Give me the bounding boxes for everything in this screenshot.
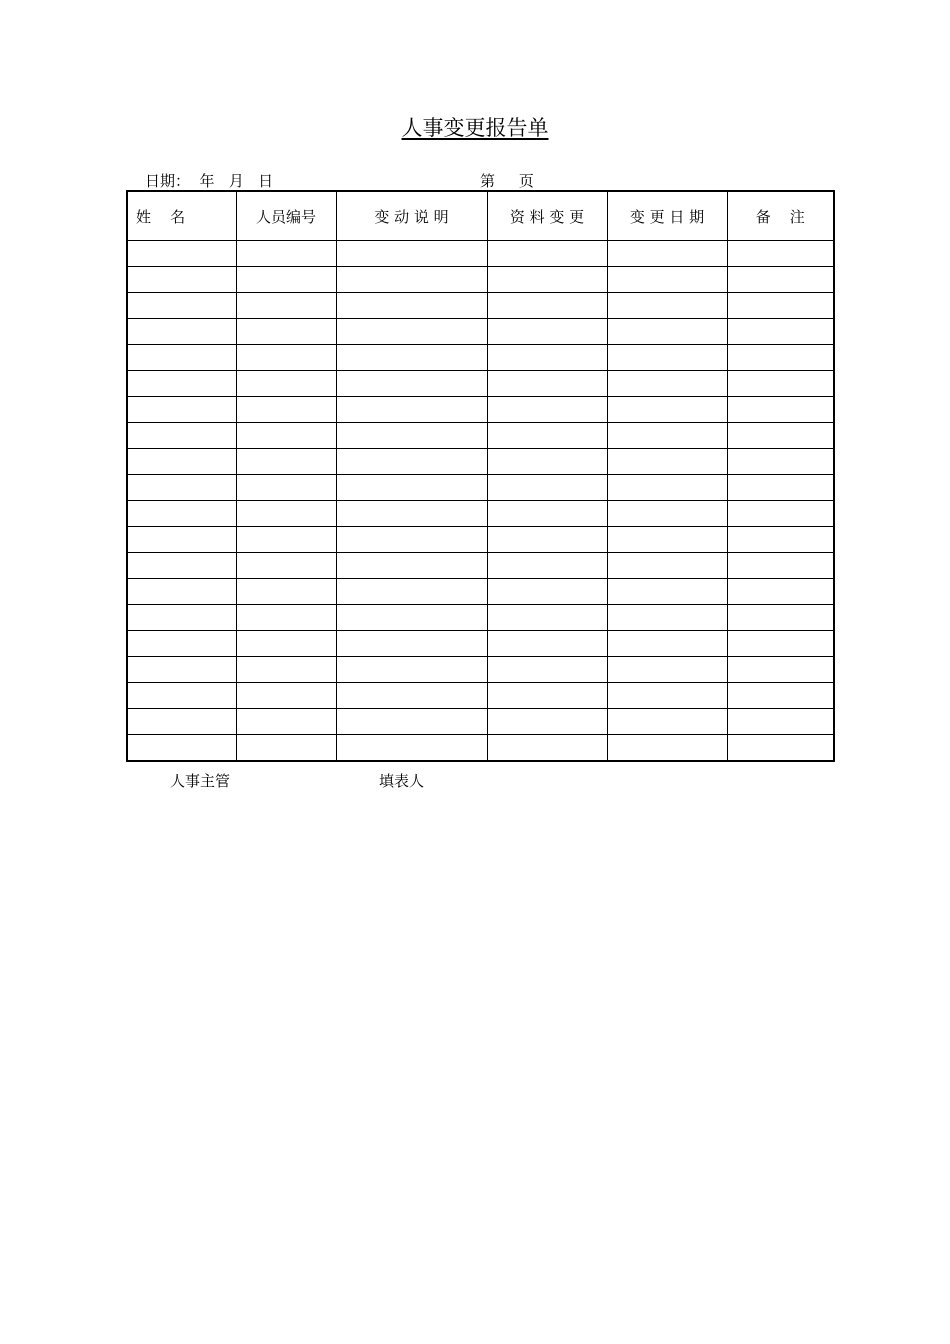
remarks-cell[interactable] [727, 735, 834, 762]
data-change-cell[interactable] [487, 449, 607, 475]
column-header-staff-id: 人员编号 [236, 191, 336, 241]
data-change-cell[interactable] [487, 345, 607, 371]
hr-manager-label: 人事主管 [170, 772, 231, 790]
name-cell[interactable] [127, 371, 236, 397]
column-header-change-description: 变 动 说 明 [336, 191, 487, 241]
change-description-cell[interactable] [336, 605, 487, 631]
form-title-text: 人事变更报告单 [401, 116, 549, 140]
data-change-cell[interactable] [487, 735, 607, 762]
staff-id-cell[interactable] [236, 631, 336, 657]
change-date-cell[interactable] [607, 527, 727, 553]
remarks-cell[interactable] [727, 709, 834, 735]
table-row [127, 267, 834, 293]
column-header-data-change: 资 料 变 更 [487, 191, 607, 241]
remarks-cell[interactable] [727, 267, 834, 293]
table-row [127, 475, 834, 501]
change-date-cell[interactable] [607, 345, 727, 371]
change-description-cell[interactable] [336, 345, 487, 371]
remarks-cell[interactable] [727, 293, 834, 319]
personnel-change-table [126, 190, 835, 762]
table-body [127, 241, 834, 762]
change-description-cell[interactable] [336, 657, 487, 683]
remarks-cell[interactable] [727, 579, 834, 605]
table-header-row [127, 191, 834, 241]
change-description-cell[interactable] [336, 449, 487, 475]
data-change-cell[interactable] [487, 475, 607, 501]
table-row [127, 345, 834, 371]
change-date-cell[interactable] [607, 241, 727, 267]
name-cell[interactable] [127, 735, 236, 762]
change-date-cell[interactable] [607, 683, 727, 709]
data-change-cell[interactable] [487, 553, 607, 579]
remarks-cell[interactable] [727, 423, 834, 449]
name-cell[interactable] [127, 397, 236, 423]
change-date-cell[interactable] [607, 293, 727, 319]
table-row [127, 631, 834, 657]
data-change-cell[interactable] [487, 657, 607, 683]
data-change-cell[interactable] [487, 371, 607, 397]
name-cell[interactable] [127, 319, 236, 345]
table-row [127, 709, 834, 735]
name-cell[interactable] [127, 631, 236, 657]
column-header-name: 姓 名 [127, 191, 236, 241]
remarks-cell[interactable] [727, 605, 834, 631]
data-change-cell[interactable] [487, 501, 607, 527]
change-date-cell[interactable] [607, 397, 727, 423]
name-cell[interactable] [127, 449, 236, 475]
remarks-cell[interactable] [727, 345, 834, 371]
table-row [127, 683, 834, 709]
table-row [127, 735, 834, 762]
table-row [127, 449, 834, 475]
name-cell[interactable] [127, 527, 236, 553]
staff-id-cell[interactable] [236, 579, 336, 605]
remarks-cell[interactable] [727, 371, 834, 397]
remarks-cell[interactable] [727, 631, 834, 657]
name-cell[interactable] [127, 683, 236, 709]
data-change-cell[interactable] [487, 683, 607, 709]
staff-id-cell[interactable] [236, 241, 336, 267]
table-row [127, 423, 834, 449]
data-change-cell[interactable] [487, 605, 607, 631]
staff-id-cell[interactable] [236, 371, 336, 397]
change-description-cell[interactable] [336, 527, 487, 553]
change-date-cell[interactable] [607, 553, 727, 579]
staff-id-cell[interactable] [236, 709, 336, 735]
name-cell[interactable] [127, 579, 236, 605]
table-row [127, 553, 834, 579]
remarks-cell[interactable] [727, 501, 834, 527]
change-date-cell[interactable] [607, 475, 727, 501]
change-description-cell[interactable] [336, 735, 487, 762]
change-description-cell[interactable] [336, 371, 487, 397]
remarks-cell[interactable] [727, 397, 834, 423]
data-change-cell[interactable] [487, 241, 607, 267]
change-description-cell[interactable] [336, 631, 487, 657]
change-date-cell[interactable] [607, 319, 727, 345]
table-row [127, 501, 834, 527]
table-row [127, 657, 834, 683]
staff-id-cell[interactable] [236, 345, 336, 371]
staff-id-cell[interactable] [236, 423, 336, 449]
name-cell[interactable] [127, 605, 236, 631]
name-cell[interactable] [127, 475, 236, 501]
staff-id-cell[interactable] [236, 397, 336, 423]
remarks-cell[interactable] [727, 475, 834, 501]
change-description-cell[interactable] [336, 683, 487, 709]
data-change-cell[interactable] [487, 319, 607, 345]
data-change-cell[interactable] [487, 293, 607, 319]
change-date-cell[interactable] [607, 501, 727, 527]
change-date-cell[interactable] [607, 449, 727, 475]
staff-id-cell[interactable] [236, 553, 336, 579]
staff-id-cell[interactable] [236, 267, 336, 293]
change-date-cell[interactable] [607, 735, 727, 762]
remarks-cell[interactable] [727, 553, 834, 579]
staff-id-cell[interactable] [236, 449, 336, 475]
change-date-cell[interactable] [607, 267, 727, 293]
change-date-cell[interactable] [607, 709, 727, 735]
change-date-cell[interactable] [607, 657, 727, 683]
name-cell[interactable] [127, 501, 236, 527]
staff-id-cell[interactable] [236, 657, 336, 683]
table-row [127, 527, 834, 553]
table-row [127, 319, 834, 345]
data-change-cell[interactable] [487, 527, 607, 553]
change-description-cell[interactable] [336, 267, 487, 293]
column-header-remarks: 备 注 [727, 191, 834, 241]
staff-id-cell[interactable] [236, 605, 336, 631]
table-row [127, 579, 834, 605]
name-cell[interactable] [127, 553, 236, 579]
data-change-cell[interactable] [487, 397, 607, 423]
name-cell[interactable] [127, 267, 236, 293]
change-date-cell[interactable] [607, 423, 727, 449]
change-description-cell[interactable] [336, 397, 487, 423]
staff-id-cell[interactable] [236, 735, 336, 762]
change-description-cell[interactable] [336, 319, 487, 345]
name-cell[interactable] [127, 709, 236, 735]
date-label: 日期： 年 月 日 [145, 172, 274, 190]
table-row [127, 293, 834, 319]
table-row [127, 371, 834, 397]
remarks-cell[interactable] [727, 657, 834, 683]
change-date-cell[interactable] [607, 605, 727, 631]
change-date-cell[interactable] [607, 579, 727, 605]
remarks-cell[interactable] [727, 527, 834, 553]
name-cell[interactable] [127, 423, 236, 449]
remarks-cell[interactable] [727, 683, 834, 709]
data-change-cell[interactable] [487, 267, 607, 293]
remarks-cell[interactable] [727, 319, 834, 345]
table-row [127, 241, 834, 267]
remarks-cell[interactable] [727, 241, 834, 267]
name-cell[interactable] [127, 345, 236, 371]
change-description-cell[interactable] [336, 579, 487, 605]
change-description-cell[interactable] [336, 553, 487, 579]
staff-id-cell[interactable] [236, 475, 336, 501]
staff-id-cell[interactable] [236, 319, 336, 345]
change-date-cell[interactable] [607, 631, 727, 657]
data-change-cell[interactable] [487, 579, 607, 605]
change-description-cell[interactable] [336, 293, 487, 319]
staff-id-cell[interactable] [236, 683, 336, 709]
staff-id-cell[interactable] [236, 527, 336, 553]
table-row [127, 397, 834, 423]
table-row [127, 605, 834, 631]
column-header-change-date: 变 更 日 期 [607, 191, 727, 241]
data-change-cell[interactable] [487, 709, 607, 735]
staff-id-cell[interactable] [236, 293, 336, 319]
staff-id-cell[interactable] [236, 501, 336, 527]
form-title [0, 114, 950, 142]
change-description-cell[interactable] [336, 423, 487, 449]
name-cell[interactable] [127, 241, 236, 267]
data-change-cell[interactable] [487, 423, 607, 449]
change-description-cell[interactable] [336, 709, 487, 735]
change-date-cell[interactable] [607, 371, 727, 397]
change-description-cell[interactable] [336, 501, 487, 527]
page-number-label: 第 页 [480, 172, 534, 190]
form-filler-label: 填表人 [379, 772, 425, 790]
name-cell[interactable] [127, 293, 236, 319]
change-description-cell[interactable] [336, 241, 487, 267]
change-description-cell[interactable] [336, 475, 487, 501]
remarks-cell[interactable] [727, 449, 834, 475]
name-cell[interactable] [127, 657, 236, 683]
data-change-cell[interactable] [487, 631, 607, 657]
